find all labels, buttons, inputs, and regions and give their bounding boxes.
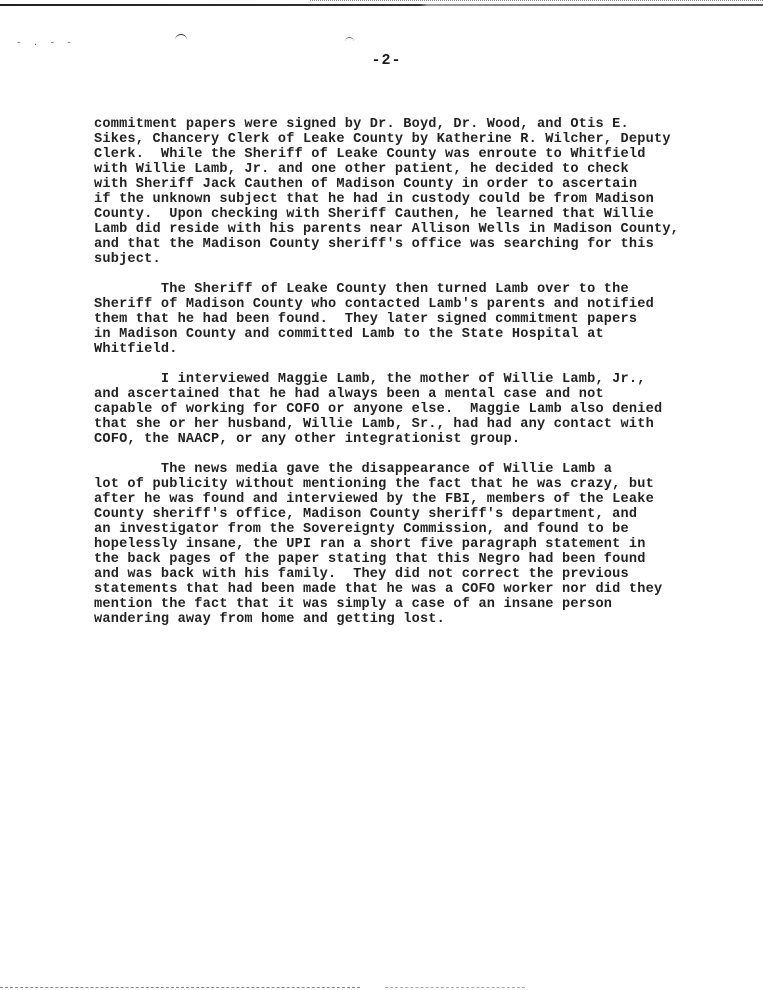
- paragraph-4: [94, 462, 744, 627]
- text-line: the back pages of the paper stating that this Negro had been found: [94, 552, 646, 567]
- text-line: and was back with his family. They did not correct the previous: [94, 567, 629, 582]
- text-line: capable of working for COFO or anyone else. Maggie Lamb also denied: [94, 402, 663, 417]
- text-line: and that the Madison County sheriff's office was searching for this: [94, 237, 654, 252]
- document-body: [94, 117, 744, 642]
- text-line: in Madison County and committed Lamb to the State Hospital at: [94, 327, 604, 342]
- text-line: an investigator from the Sovereignty Commission, and found to be: [94, 522, 629, 537]
- paragraph-2: [94, 282, 744, 357]
- text-line: Clerk. While the Sheriff of Leake County was enroute to Whitfield: [94, 147, 646, 162]
- text-line: I interviewed Maggie Lamb, the mother of Willie Lamb, Jr.,: [94, 372, 646, 387]
- text-line: subject.: [94, 252, 161, 267]
- paragraph-3: [94, 372, 744, 447]
- page-number: -2-: [371, 52, 402, 69]
- punch-mark-right: [345, 37, 354, 46]
- text-line: them that he had been found. They later signed commitment papers: [94, 312, 638, 327]
- text-line: The news media gave the disappearance of Willie Lamb a: [94, 462, 613, 477]
- text-line: COFO, the NAACP, or any other integrationist group.: [94, 432, 521, 447]
- text-line: hopelessly insane, the UPI ran a short five paragraph statement in: [94, 537, 646, 552]
- text-line: County. Upon checking with Sheriff Cauthen, he learned that Willie: [94, 207, 654, 222]
- text-line: mention the fact that it was simply a case of an insane person: [94, 597, 613, 612]
- paragraph-1: [94, 117, 744, 267]
- text-line: and ascertained that he had always been a mental case and not: [94, 387, 604, 402]
- text-line: The Sheriff of Leake County then turned Lamb over to the: [94, 282, 629, 297]
- text-line: Sheriff of Madison County who contacted Lamb's parents and notified: [94, 297, 654, 312]
- text-line: with Sheriff Jack Cauthen of Madison County in order to ascertain: [94, 177, 638, 192]
- text-line: statements that had been made that he was a COFO worker nor did they: [94, 582, 663, 597]
- text-line: after he was found and interviewed by the FBI, members of the Leake: [94, 492, 654, 507]
- text-line: if the unknown subject that he had in custody could be from Madison: [94, 192, 654, 207]
- text-line: Lamb did reside with his parents near Allison Wells in Madison County,: [94, 222, 680, 237]
- top-scan-border: [0, 4, 763, 6]
- text-line: County sheriff's office, Madison County sheriff's department, and: [94, 507, 638, 522]
- text-line: that she or her husband, Willie Lamb, Sr., had had any contact with: [94, 417, 654, 432]
- scan-speck-marks: - . - -: [16, 38, 75, 48]
- top-scan-dots: [310, 0, 763, 3]
- text-line: wandering away from home and getting lost.: [94, 612, 446, 627]
- punch-mark-left: [175, 34, 187, 43]
- text-line: commitment papers were signed by Dr. Boyd, Dr. Wood, and Otis E.: [94, 117, 629, 132]
- text-line: lot of publicity without mentioning the fact that he was crazy, but: [94, 477, 654, 492]
- text-line: Sikes, Chancery Clerk of Leake County by Katherine R. Wilcher, Deputy: [94, 132, 671, 147]
- text-line: Whitfield.: [94, 342, 178, 357]
- text-line: with Willie Lamb, Jr. and one other patient, he decided to check: [94, 162, 629, 177]
